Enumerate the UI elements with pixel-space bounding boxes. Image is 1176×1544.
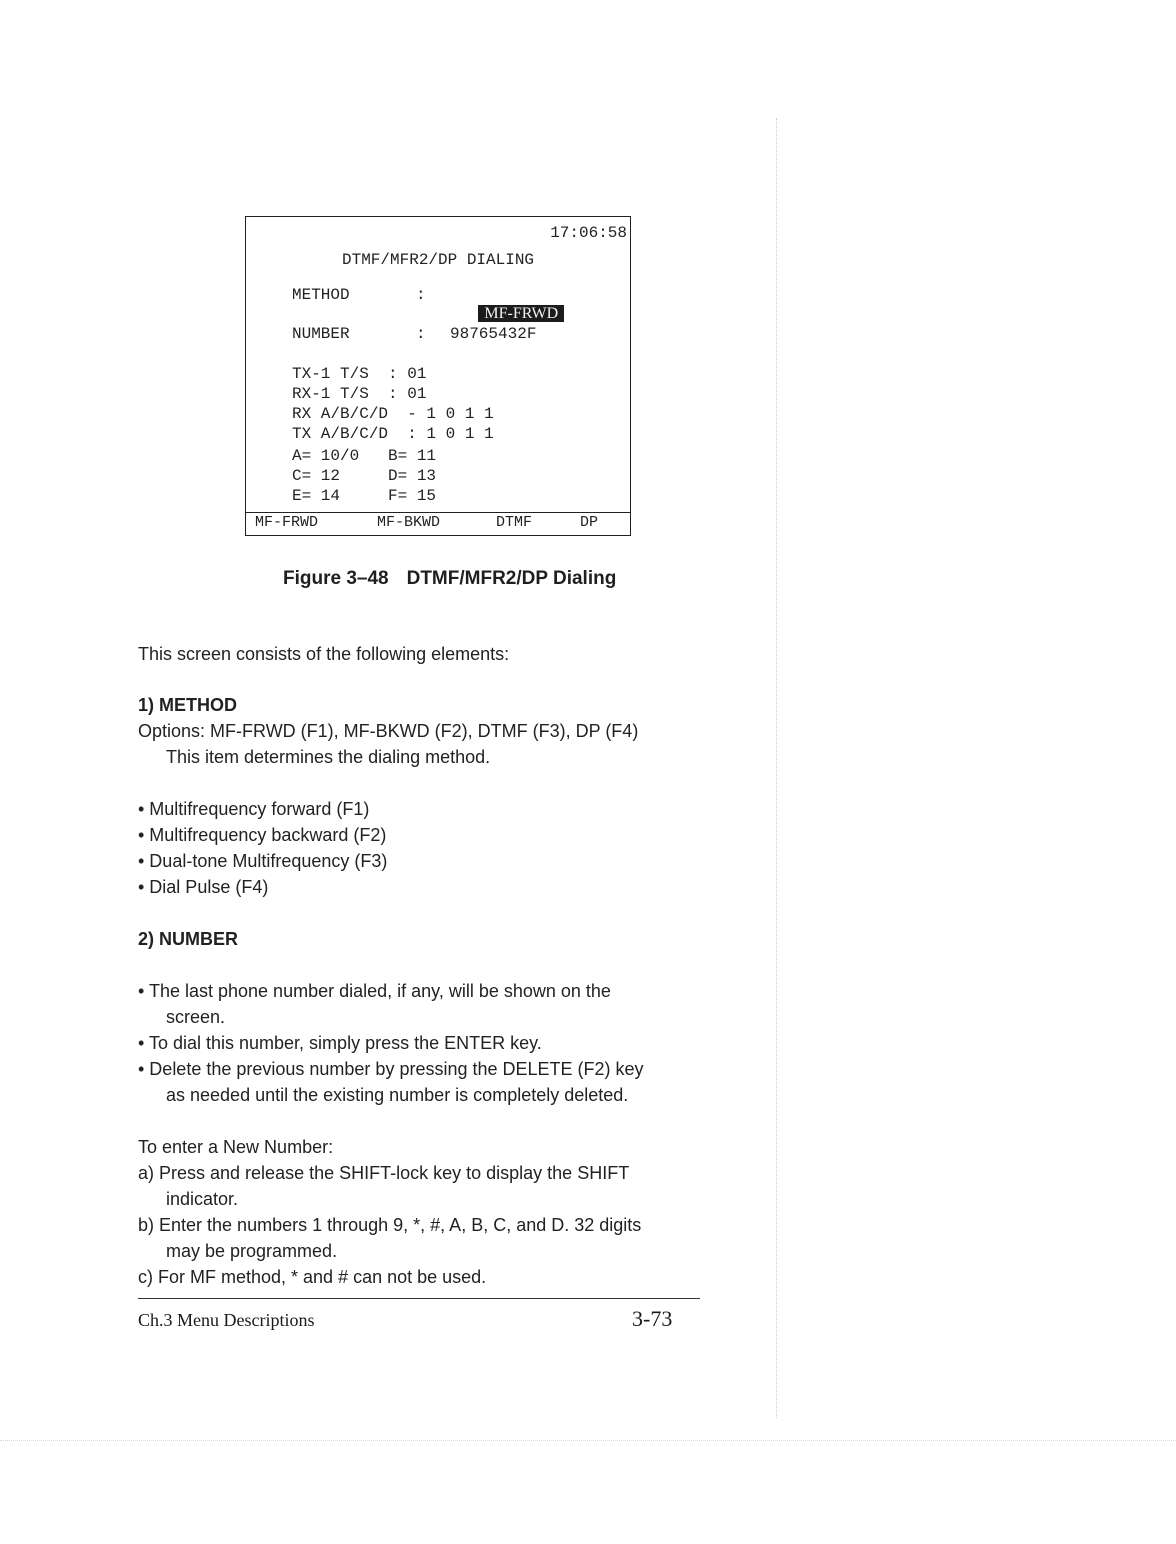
method-description: This item determines the dialing method. [166,747,491,767]
list-item: • Multifrequency backward (F2) [138,825,387,845]
step-b-cont: may be programmed. [166,1241,338,1261]
row-e-f: E= 14 F= 15 [292,487,437,505]
footer-chapter: Ch.3 Menu Descriptions [138,1310,315,1330]
bottom-margin-rule [0,1440,1176,1441]
number-heading: 2) NUMBER [138,929,239,949]
list-item: • To dial this number, simply press the ENTER key. [138,1033,542,1053]
list-item: • Delete the previous number by pressing the DELETE (F2) key [138,1059,644,1079]
figure-caption [283,568,616,590]
fkey-mf-frwd[interactable]: MF-FRWD [255,514,319,531]
row-c-d: C= 12 D= 13 [292,467,437,485]
screen-time: 17:06:58 [550,224,627,242]
new-number-heading: To enter a New Number: [138,1137,334,1157]
fkey-dp[interactable]: DP [580,514,599,531]
right-margin-rule [776,118,777,1418]
footer-rule [138,1298,700,1299]
intro-text: This screen consists of the following elements: [138,644,510,664]
tx-abcd: TX A/B/C/D : 1 0 1 1 [292,425,494,443]
list-item-cont: screen. [166,1007,226,1027]
step-c: c) For MF method, * and # can not be used. [138,1267,487,1287]
list-item: • Dual-tone Multifrequency (F3) [138,851,388,871]
screen-title: DTMF/MFR2/DP DIALING [342,251,535,269]
figure-number: Figure 3–48 [283,568,389,589]
page-number: 3-73 [632,1306,673,1331]
method-heading: 1) METHOD [138,695,237,715]
row-a-b: A= 10/0 B= 11 [292,447,437,465]
function-key-bar [246,512,630,535]
dialing-screen [245,216,631,536]
number-value[interactable]: 98765432F [450,325,537,343]
tx-timeslot: TX-1 T/S : 01 [292,365,427,383]
fkey-mf-bkwd[interactable]: MF-BKWD [377,514,441,531]
number-label: NUMBER [292,325,350,343]
list-item: • The last phone number dialed, if any, will be shown on the [138,981,611,1001]
figure-title: DTMF/MFR2/DP Dialing [406,568,617,589]
method-label: METHOD [292,286,350,304]
list-item-cont: as needed until the existing number is completely deleted. [166,1085,629,1105]
number-sep: : [416,325,426,343]
list-item: • Multifrequency forward (F1) [138,799,370,819]
step-a: a) Press and release the SHIFT-lock key to display the SHIFT [138,1163,630,1183]
list-item: • Dial Pulse (F4) [138,877,269,897]
step-b: b) Enter the numbers 1 through 9, *, #, A, B, C, and D. 32 digits [138,1215,642,1235]
method-sep: : [416,286,426,304]
fkey-dtmf[interactable]: DTMF [496,514,533,531]
rx-abcd: RX A/B/C/D - 1 0 1 1 [292,405,494,423]
method-value-highlight[interactable]: MF-FRWD [478,305,564,322]
rx-timeslot: RX-1 T/S : 01 [292,385,427,403]
method-options: Options: MF-FRWD (F1), MF-BKWD (F2), DTMF (F3), DP (F4) [138,721,639,741]
step-a-cont: indicator. [166,1189,239,1209]
